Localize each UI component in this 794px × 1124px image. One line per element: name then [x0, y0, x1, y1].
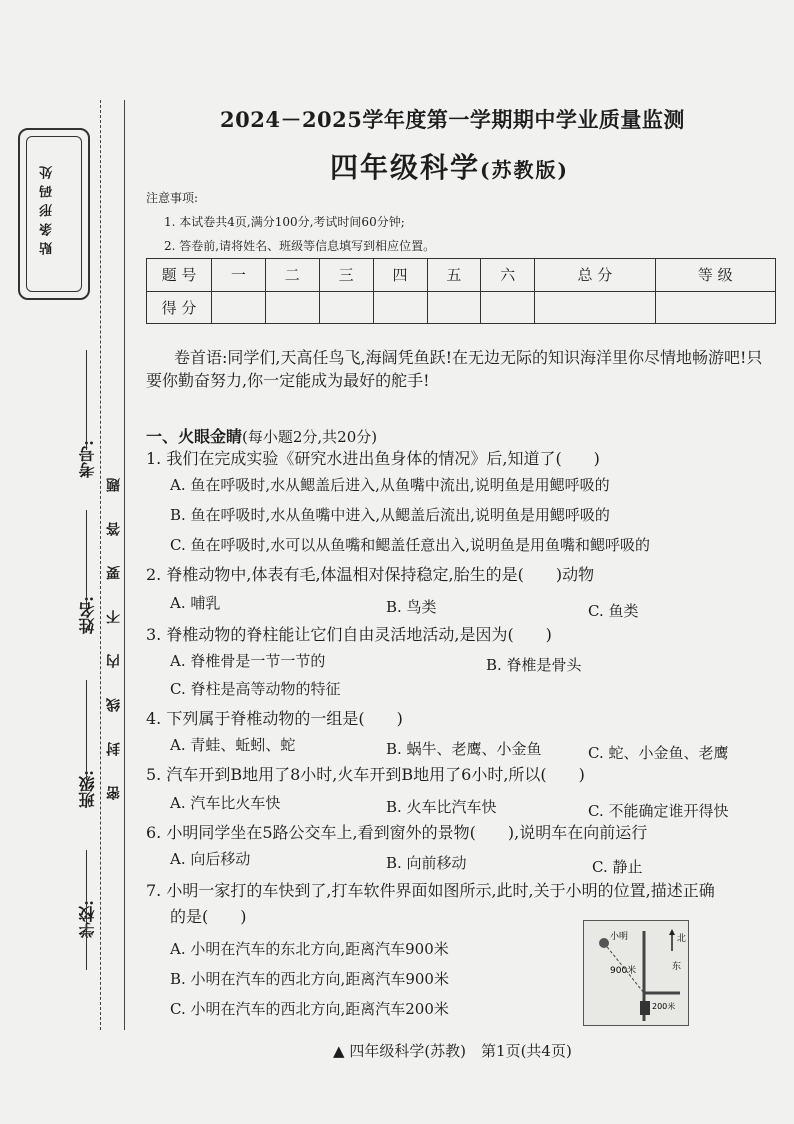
score-row-label: 得 分	[147, 291, 212, 324]
subject-title	[330, 146, 569, 186]
score-cell: 六	[481, 259, 535, 292]
score-blank[interactable]	[655, 291, 775, 324]
option[interactable]: C. 鱼类	[588, 602, 639, 620]
score-blank[interactable]	[481, 291, 535, 324]
score-blank[interactable]	[427, 291, 481, 324]
score-cell: 题 号	[147, 259, 212, 292]
question-stem-cont: 的是( )	[170, 907, 247, 926]
footer-logo-icon: ▲	[333, 1042, 345, 1060]
map-north-label: 北	[677, 934, 687, 944]
score-table	[146, 258, 776, 324]
school-label: 学校:	[78, 900, 97, 938]
map-east-label: 东	[672, 962, 682, 972]
option[interactable]: B. 蜗牛、老鹰、小金鱼	[386, 740, 542, 758]
score-cell: 等 级	[655, 259, 775, 292]
option[interactable]: C. 小明在汽车的西北方向,距离汽车200米	[170, 1000, 449, 1018]
car-icon	[640, 1001, 650, 1015]
question-stem: 1. 我们在完成实验《研究水进出鱼身体的情况》后,知道了( )	[146, 449, 600, 468]
exam-title: 2024－2025学年度第一学期期中学业质量监测	[220, 107, 685, 132]
option[interactable]: B. 向前移动	[386, 854, 467, 872]
question-stem: 5. 汽车开到B地用了8小时,火车开到B地用了6小时,所以( )	[146, 765, 585, 784]
intro-text: 卷首语:同学们,天高任鸟飞,海阔凭鱼跃!在无边无际的知识海洋里你尽情地畅游吧!只要你勤奋努力,你一定能成为最好的舵手!	[146, 348, 763, 390]
score-blank[interactable]	[319, 291, 373, 324]
option[interactable]: B. 小明在汽车的西北方向,距离汽车900米	[170, 970, 449, 988]
score-cell: 一	[212, 259, 266, 292]
number-blank[interactable]	[86, 350, 87, 450]
map-dist2: 200米	[652, 1002, 676, 1011]
notes-heading: 注意事项:	[146, 191, 199, 205]
name-label: 姓名:	[78, 596, 97, 634]
barcode-label: 贴条形码处	[40, 160, 55, 255]
school-blank[interactable]	[86, 850, 87, 970]
score-value-row	[147, 291, 776, 324]
score-header-row	[147, 259, 776, 292]
taxi-map-figure	[583, 920, 689, 1026]
section-title	[146, 424, 377, 447]
notes-item: 1. 本试卷共4页,满分100分,考试时间60分钟;	[164, 215, 405, 229]
option[interactable]: A. 小明在汽车的东北方向,距离汽车900米	[170, 940, 449, 958]
number-label: 考号:	[78, 440, 97, 478]
option[interactable]: B. 脊椎是骨头	[486, 656, 582, 674]
score-blank[interactable]	[265, 291, 319, 324]
score-blank[interactable]	[212, 291, 266, 324]
north-arrow-icon	[669, 929, 675, 935]
option[interactable]: B. 鸟类	[386, 598, 437, 616]
page-footer	[333, 1040, 572, 1061]
notes-item: 2. 答卷前,请将姓名、班级等信息填写到相应位置。	[164, 239, 436, 253]
question-stem: 3. 脊椎动物的脊柱能让它们自由灵活地活动,是因为( )	[146, 625, 552, 644]
option[interactable]: C. 静止	[592, 858, 643, 876]
question-stem: 2. 脊椎动物中,体表有毛,体温相对保持稳定,胎生的是( )动物	[146, 565, 595, 584]
person-marker-icon	[599, 938, 609, 948]
option[interactable]: B. 鱼在呼吸时,水从鱼嘴中进入,从鳃盖后流出,说明鱼是用鳃呼吸的	[170, 506, 610, 524]
map-dist1: 900米	[610, 966, 637, 976]
option[interactable]: A. 脊椎骨是一节一节的	[170, 652, 326, 670]
option[interactable]: C. 蛇、小金鱼、老鹰	[588, 744, 729, 762]
score-cell: 二	[265, 259, 319, 292]
name-blank[interactable]	[86, 510, 87, 610]
question-stem: 6. 小明同学坐在5路公交车上,看到窗外的景物( ),说明车在向前运行	[146, 823, 648, 842]
class-label: 班级:	[78, 770, 97, 808]
option[interactable]: A. 鱼在呼吸时,水从鳃盖后进入,从鱼嘴中流出,说明鱼是用鳃呼吸的	[170, 476, 610, 494]
option[interactable]: A. 哺乳	[170, 594, 221, 612]
map-person-label: 小明	[610, 932, 629, 942]
seal-line-dashed	[100, 100, 101, 1030]
option[interactable]: C. 鱼在呼吸时,水可以从鱼嘴和鳃盖任意出入,说明鱼是用鱼嘴和鳃呼吸的	[170, 536, 651, 554]
score-blank[interactable]	[535, 291, 655, 324]
seal-notice: 密封线内不要答题	[106, 448, 122, 800]
question-stem: 7. 小明一家打的车快到了,打车软件界面如图所示,此时,关于小明的位置,描述正确	[146, 881, 715, 900]
map-drawing	[584, 921, 688, 1025]
option[interactable]: B. 火车比汽车快	[386, 798, 497, 816]
score-cell: 三	[319, 259, 373, 292]
option[interactable]: A. 向后移动	[170, 850, 251, 868]
option[interactable]: C. 脊柱是高等动物的特征	[170, 680, 341, 698]
option[interactable]: A. 青蛙、蚯蚓、蛇	[170, 736, 296, 754]
score-cell: 四	[373, 259, 427, 292]
score-blank[interactable]	[373, 291, 427, 324]
option[interactable]: C. 不能确定谁开得快	[588, 802, 729, 820]
section-name: 一、火眼金睛	[146, 427, 243, 446]
seal-line-solid	[124, 100, 125, 1030]
edition: (苏教版)	[480, 158, 569, 182]
subject-name: 四年级科学	[330, 151, 481, 184]
score-cell: 五	[427, 259, 481, 292]
score-cell: 总 分	[535, 259, 655, 292]
option[interactable]: A. 汽车比火车快	[170, 794, 281, 812]
class-blank[interactable]	[86, 680, 87, 780]
question-stem: 4. 下列属于脊椎动物的一组是( )	[146, 709, 403, 728]
section-note: (每小题2分,共20分)	[242, 428, 378, 446]
footer-text: 四年级科学(苏教) 第1页(共4页)	[349, 1042, 572, 1060]
barcode-area	[18, 128, 90, 300]
notes	[146, 186, 435, 258]
